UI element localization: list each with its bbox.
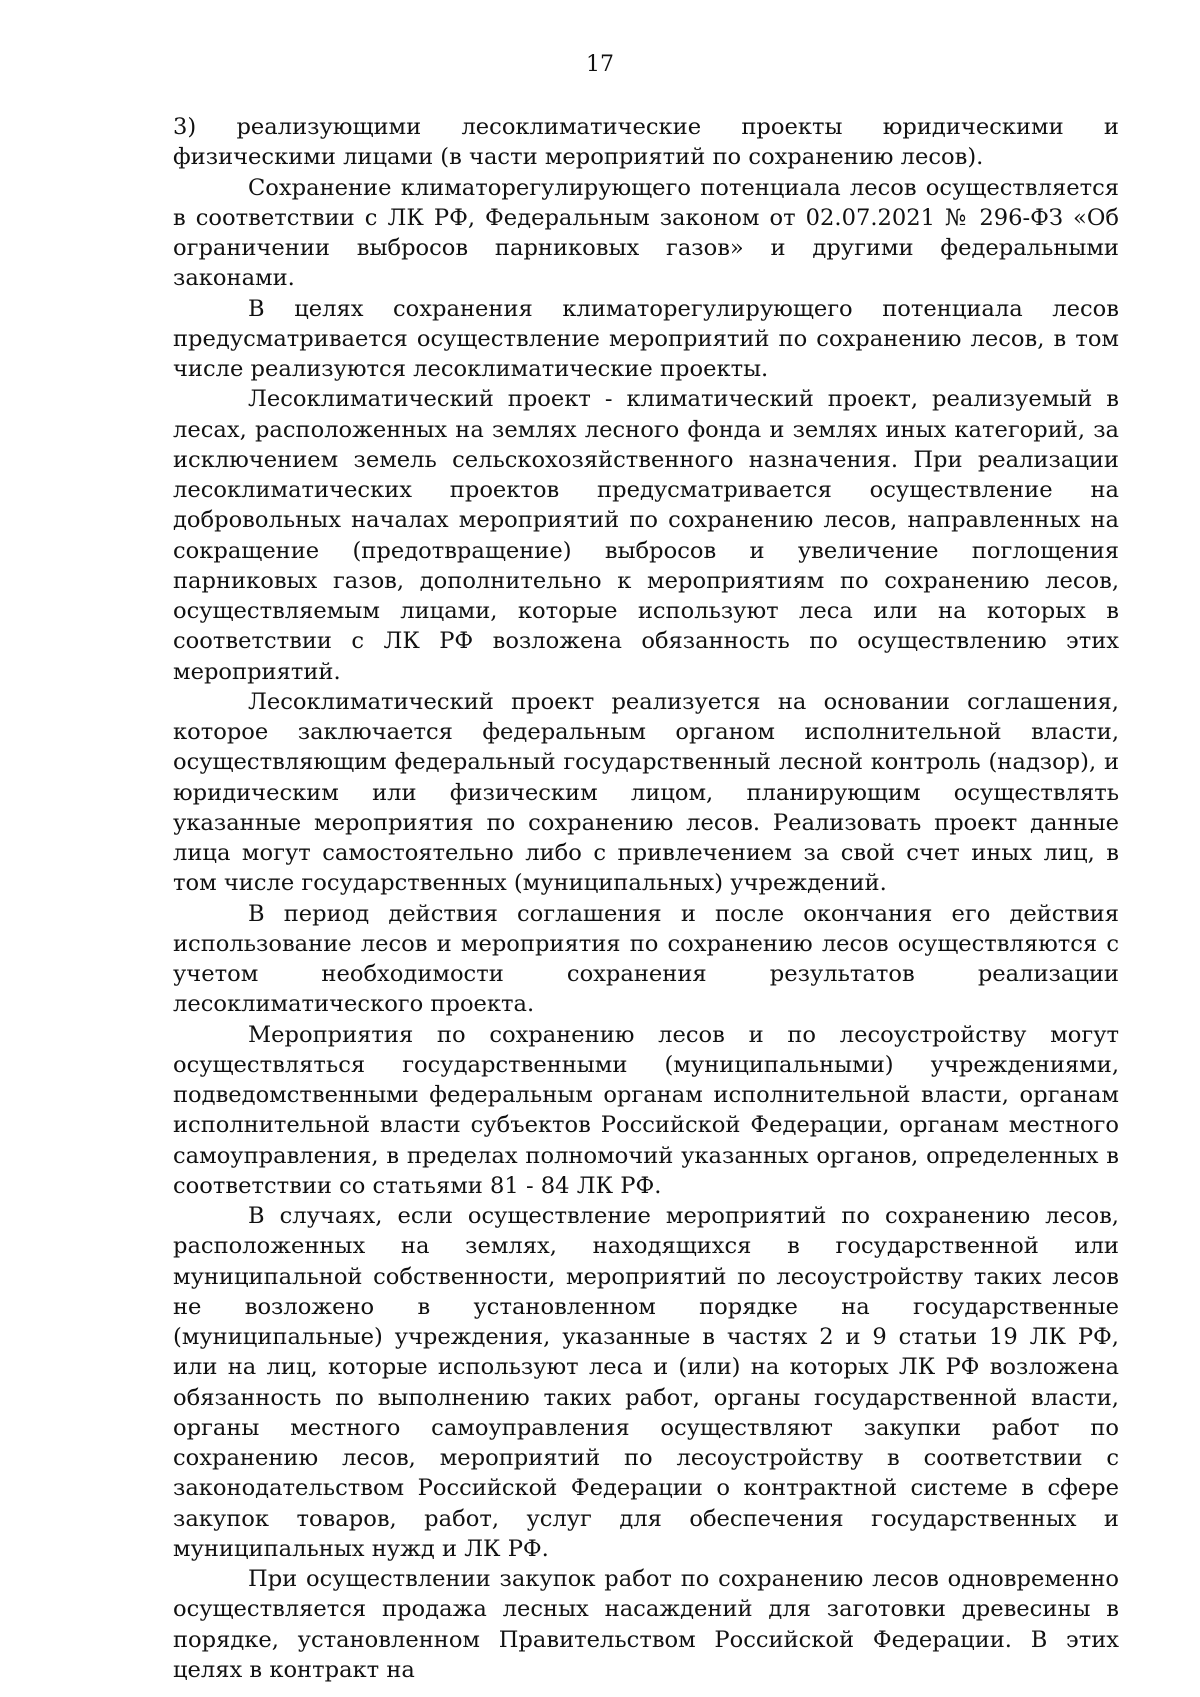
paragraph-procurement: В случаях, если осуществление мероприятий по сохранению лесов, расположенных на землях, находящихся в государственной или муниципальной собственности, мероприятий по лесоустройству таких лесов не возложено в установленном порядке на государственные (муниципальные) учреждения, указанные в частях 2 и 9 статьи 19 ЛК РФ, или на лиц, которые используют леса и (или) на которых ЛК РФ возложена обязанность по выполнению таких работ, органы государственной власти, органы местного самоуправления осуществляют закупки работ по сохранению лесов, мероприятий по лесоустройству в соответствии с законодательством Российской Федерации о контрактной системе в сфере закупок товаров, работ, услуг для обеспечения государственных и муниципальных нужд и ЛК РФ. bbox=[173, 1203, 1119, 1562]
document-body bbox=[173, 112, 1119, 1685]
paragraph-preservation-goals: В целях сохранения климаторегулирующего потенциала лесов предусматривается осуществление мероприятий по сохранению лесов, в том числе реализуются лесоклиматические проекты. bbox=[173, 295, 1119, 382]
paragraph-forest-climate-project: Лесоклиматический проект - климатический проект, реализуемый в лесах, расположенных на землях лесного фонда и землях иных категорий, за исключением земель сельскохозяйственного назначения. При реализации лесоклиматических проектов предусматривается осуществление на добровольных началах мероприятий по сохранению лесов, направленных на сокращение (предотвращение) выбросов и увеличение поглощения парниковых газов, дополнительно к мероприятиям по сохранению лесов, осуществляемым лицами, которые используют леса или на которых в соответствии с ЛК РФ возложена обязанность по осуществлению этих мероприятий. bbox=[173, 386, 1119, 685]
paragraph-institutions: Мероприятия по сохранению лесов и по лесоустройству могут осуществляться государственными (муниципальными) учреждениями, подведомственными федеральным органам исполнительной власти, органам исполнительной власти субъектов Российской Федерации, органам местного самоуправления, в пределах полномочий указанных органов, определенных в соответствии со статьями 81 - 84 ЛК РФ. bbox=[173, 1021, 1119, 1199]
paragraph-agreement: Лесоклиматический проект реализуется на основании соглашения, которое заключается федеральным органом исполнительной власти, осуществляющим федеральный государственный лесной контроль (надзор), и юридическим или физическим лицом, планирующим осуществлять указанные мероприятия по сохранению лесов. Реализовать проект данные лица могут самостоятельно либо с привлечением за свой счет иных лиц, в том числе государственных (муниципальных) учреждений. bbox=[173, 688, 1119, 897]
page-number: 17 bbox=[586, 52, 614, 77]
paragraph-item-3: 3) реализующими лесоклиматические проекты юридическими и физическими лицами (в части мероприятий по сохранению лесов). bbox=[173, 114, 1119, 171]
paragraph-climate-potential: Сохранение климаторегулирующего потенциала лесов осуществляется в соответствии с ЛК РФ, Федеральным законом от 02.07.2021 № 296-ФЗ «Об ограничении выбросов парниковых газов» и другими федеральными законами. bbox=[173, 174, 1119, 292]
paragraph-timber-sale: При осуществлении закупок работ по сохранению лесов одновременно осуществляется продажа лесных насаждений для заготовки древесины в порядке, установленном Правительством Российской Федерации. В этих целях в контракт на bbox=[173, 1566, 1119, 1683]
paragraph-agreement-period: В период действия соглашения и после окончания его действия использование лесов и мероприятия по сохранению лесов осуществляются с учетом необходимости сохранения результатов реализации лесоклиматического проекта. bbox=[173, 900, 1119, 1018]
